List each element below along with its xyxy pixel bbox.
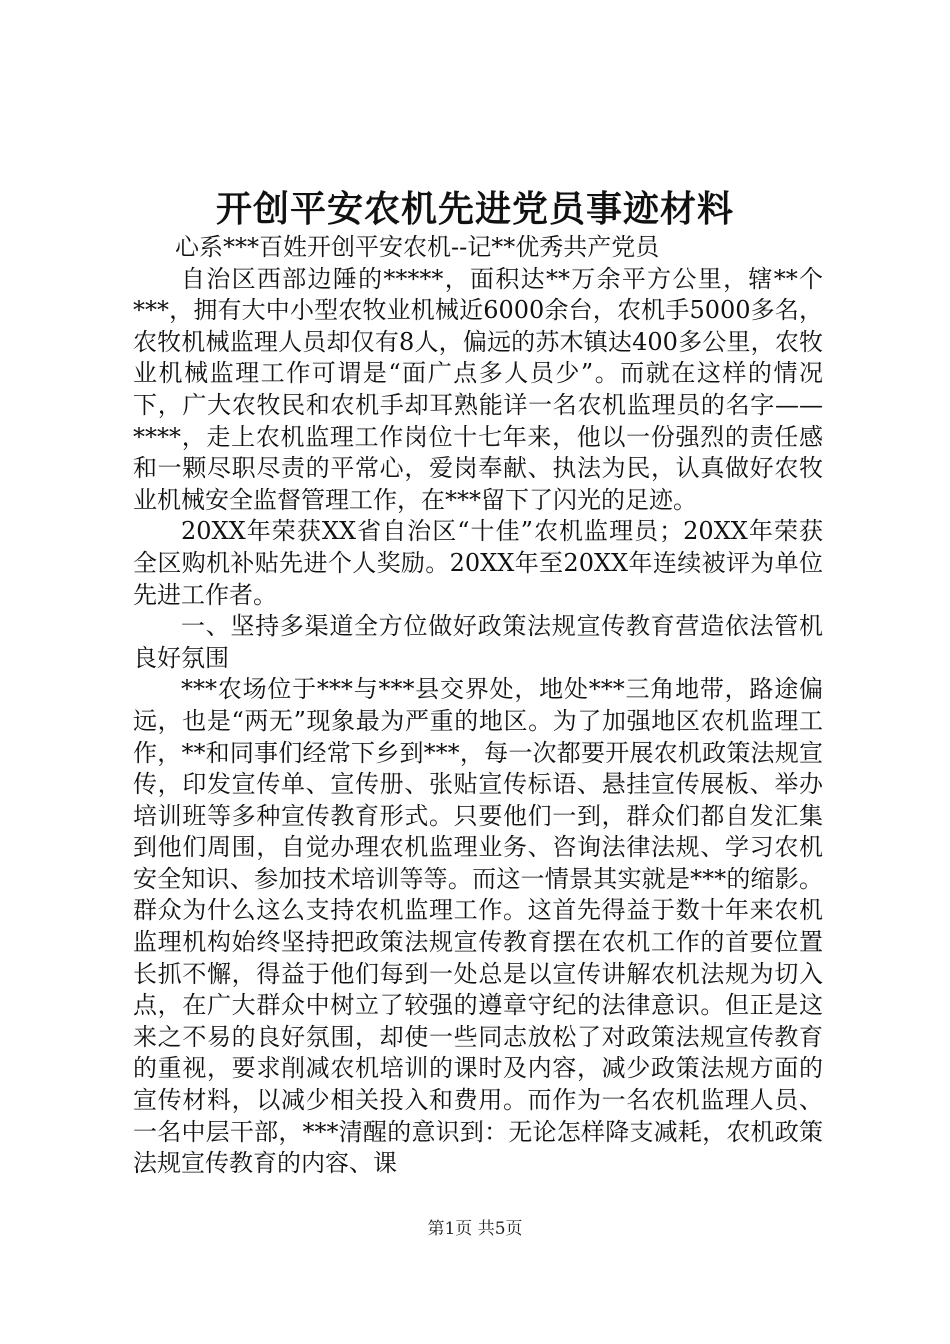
document-title: 开创平安农机先进党员事迹材料 (215, 188, 734, 230)
paragraph-awards: 20XX年荣获XX省自治区“十佳”农机监理员；20XX年荣获全区购机补贴先进个人奖励。20XX年至20XX年连续被评为单位先进工作者。 (133, 517, 823, 609)
document-subtitle: 心系***百姓开创平安农机--记**优秀共产党员 (175, 233, 660, 261)
page-number-footer: 第1页 共5页 (427, 1219, 523, 1239)
paragraph-section-1: ***农场位于***与***县交界处，地处***三角地带，路途偏远，也是“两无”现象最为严重的地区。为了加强地区农机监理工作，**和同事们经常下乡到***，每一次都要开展农机政策法规宣传，印发宣传单、宣传册、张贴宣传标语、悬挂宣传展板、举办培训班等多种宣传教育形式。只要他们一到，群众们都自发汇集到他们周围，自觉办理农机监理业务、咨询法律法规、学习农机安全知识、参加技术培训等等。而这一情景其实就是***的缩影。群众为什么这么支持农机监理工作。这首先得益于数十年来农机监理机构始终坚持把政策法规宣传教育摆在农机工作的首要位置长抓不懈，得益于他们每到一处总是以宣传讲解农机法规为切入点，在广大群众中树立了较强的遵章守纪的法律意识。但正是这来之不易的良好氛围，却使一些同志放松了对政策法规宣传教育的重视，要求削减农机培训的课时及内容，减少政策法规方面的宣传材料，以减少相关投入和费用。而作为一名农机监理人员、一名中层干部，***清醒的意识到：无论怎样降支减耗，农机政策法规宣传教育的内容、课 (133, 675, 823, 1178)
document-body (133, 232, 823, 1180)
paragraph-intro: 自治区西部边陲的*****，面积达**万余平方公里，辖**个***，拥有大中小型农牧业机械近6000余台，农机手5000多名，农牧机械监理人员却仅有8人，偏远的苏木镇达400多公里，农牧业机械监理工作可谓是“面广点多人员少”。而就在这样的情况下，广大农牧民和农机手却耳熟能详一名农机监理员的名字——****，走上农机监理工作岗位十七年来，他以一份强烈的责任感和一颗尽职尽责的平常心，爱岗奉献、执法为民，认真做好农牧业机械安全监督管理工作，在***留下了闪光的足迹。 (133, 264, 823, 514)
section-heading-1: 一、坚持多渠道全方位做好政策法规宣传教育营造依法管机良好氛围 (133, 612, 823, 672)
